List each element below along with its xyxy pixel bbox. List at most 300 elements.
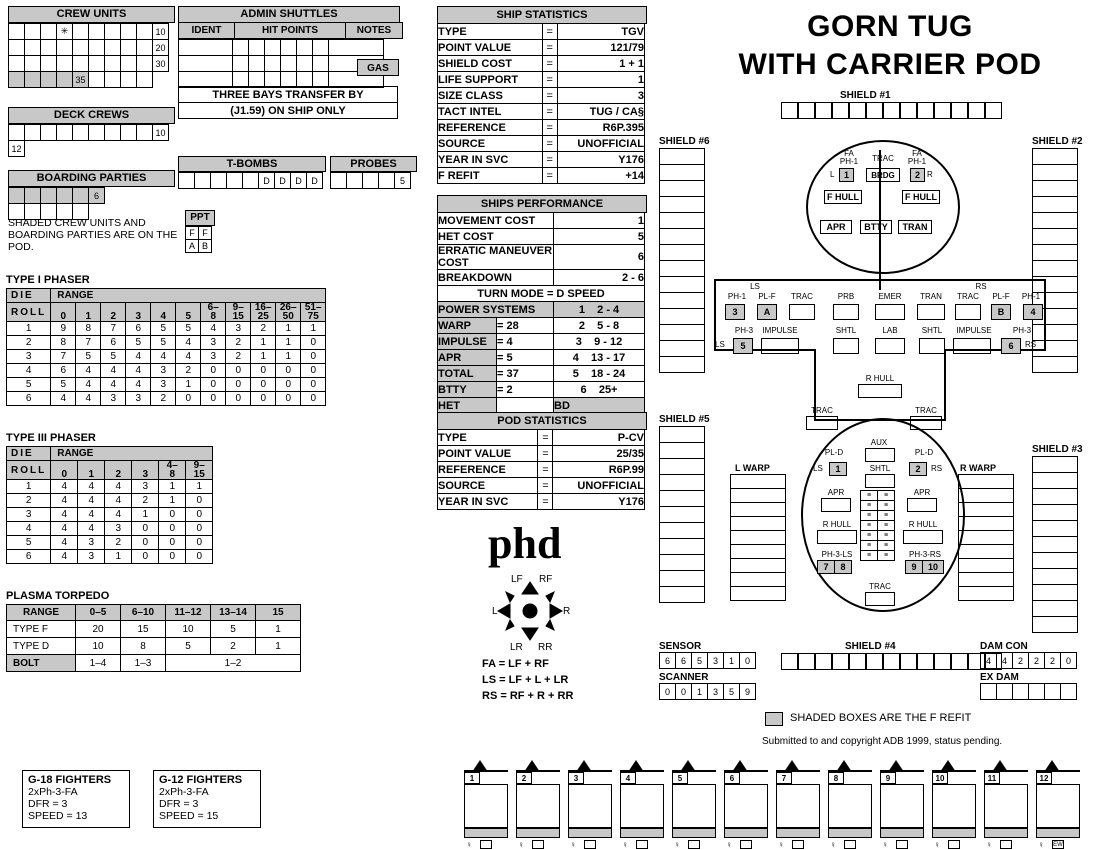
crew-box[interactable] xyxy=(8,71,25,88)
btty-box[interactable]: BTTY xyxy=(860,220,892,234)
admin-hit-box[interactable] xyxy=(248,71,265,88)
admin-hit-box[interactable] xyxy=(232,39,249,56)
f-hull-right-box[interactable]: F HULL xyxy=(902,190,940,204)
warp-left-track[interactable] xyxy=(730,474,786,600)
fighter-damage-grid[interactable] xyxy=(724,784,768,828)
warp-box[interactable] xyxy=(730,544,786,559)
impulse-right-box[interactable] xyxy=(953,338,991,354)
warp-box[interactable] xyxy=(730,488,786,503)
crew-box[interactable]: 10 xyxy=(152,23,169,40)
admin-hit-box[interactable] xyxy=(280,39,297,56)
crew-box[interactable] xyxy=(72,39,89,56)
tran-cross-box[interactable] xyxy=(917,304,945,320)
warp-box[interactable] xyxy=(958,558,1014,573)
shield-box[interactable] xyxy=(659,554,705,571)
shield-box[interactable] xyxy=(659,212,705,229)
emer-box[interactable] xyxy=(875,304,905,320)
fighter-shaded-strip[interactable] xyxy=(464,828,508,838)
crew-box[interactable] xyxy=(40,39,57,56)
ppt-box[interactable]: F xyxy=(198,226,212,240)
pod-rhull-left-box[interactable] xyxy=(817,530,857,544)
shield-box[interactable] xyxy=(659,538,705,555)
track-box[interactable]: 6 xyxy=(675,652,692,669)
probes-grid[interactable] xyxy=(330,172,417,188)
shield-box[interactable] xyxy=(659,586,705,603)
fighter-slot[interactable] xyxy=(514,758,566,848)
fighter-status-box[interactable] xyxy=(844,840,856,849)
shield-box[interactable] xyxy=(659,474,705,491)
crew-box[interactable] xyxy=(136,71,153,88)
brdg-box[interactable]: BRDG xyxy=(866,168,900,182)
track-box[interactable]: 4 xyxy=(996,652,1013,669)
shield-box[interactable] xyxy=(659,324,705,341)
r-hull-box[interactable] xyxy=(858,384,902,398)
shtl-right-box[interactable] xyxy=(919,338,945,354)
track-box[interactable] xyxy=(1044,683,1061,700)
crew-box[interactable] xyxy=(24,23,41,40)
admin-hit-box[interactable] xyxy=(280,71,297,88)
admin-hit-box[interactable] xyxy=(296,71,313,88)
tbomb-box[interactable]: D xyxy=(306,172,323,189)
probe-box[interactable] xyxy=(330,172,347,189)
fighter-number-box[interactable]: 4 xyxy=(620,772,636,784)
aux-box[interactable] xyxy=(865,448,895,462)
shield-box[interactable] xyxy=(934,102,951,119)
scanner-track[interactable] xyxy=(659,683,755,699)
deck-box[interactable] xyxy=(120,124,137,141)
pod-center-box[interactable]: ≡ xyxy=(877,530,895,541)
shield-box[interactable] xyxy=(934,653,951,670)
plf-left-box[interactable]: A xyxy=(757,304,777,320)
pld-left-box[interactable]: 1 xyxy=(829,462,847,476)
fighter-slot[interactable] xyxy=(618,758,670,848)
pod-trac-bottom-box[interactable] xyxy=(865,592,895,606)
fighter-number-box[interactable]: 2 xyxy=(516,772,532,784)
tbomb-box[interactable] xyxy=(178,172,195,189)
probe-box[interactable] xyxy=(378,172,395,189)
shield-box[interactable] xyxy=(659,522,705,539)
fighter-number-box[interactable]: 10 xyxy=(932,772,948,784)
admin-hit-box[interactable] xyxy=(280,55,297,72)
impulse-left-box[interactable] xyxy=(761,338,799,354)
ph3-rs-box[interactable]: 6 xyxy=(1001,338,1021,354)
damcon-track[interactable] xyxy=(980,652,1076,668)
ppt-box[interactable]: B xyxy=(198,239,212,253)
pod-center-box[interactable]: ≡ xyxy=(860,500,878,511)
shield-box[interactable] xyxy=(866,102,883,119)
tbomb-box[interactable]: D xyxy=(274,172,291,189)
crew-box[interactable]: 35 xyxy=(72,71,89,88)
fighter-status-box[interactable]: EW xyxy=(1053,842,1063,848)
prb-box[interactable] xyxy=(833,304,859,320)
fighter-number-box[interactable]: 12 xyxy=(1036,772,1052,784)
warp-right-track[interactable] xyxy=(958,474,1014,600)
crew-box[interactable] xyxy=(8,55,25,72)
fighter-shaded-strip[interactable] xyxy=(568,828,612,838)
fighter-slot[interactable] xyxy=(930,758,982,848)
trac-right-box[interactable] xyxy=(955,304,981,320)
shield-box[interactable] xyxy=(951,653,968,670)
fighter-slot[interactable] xyxy=(1034,758,1086,848)
admin-hit-box[interactable] xyxy=(296,55,313,72)
track-box[interactable]: 2 xyxy=(1028,652,1045,669)
shield-box[interactable] xyxy=(815,653,832,670)
shield-box[interactable] xyxy=(832,653,849,670)
fighter-status-box[interactable] xyxy=(896,840,908,849)
shield-box[interactable] xyxy=(659,356,705,373)
deck-box[interactable] xyxy=(104,124,121,141)
tbomb-box[interactable]: D xyxy=(258,172,275,189)
crew-box[interactable] xyxy=(40,55,57,72)
ph3-ls-box[interactable]: 5 xyxy=(733,338,753,354)
fighter-damage-grid[interactable] xyxy=(672,784,716,828)
shield-box[interactable] xyxy=(900,102,917,119)
warp-box[interactable] xyxy=(958,488,1014,503)
bp-box[interactable] xyxy=(72,187,89,204)
ph1-right-box[interactable]: 2 xyxy=(910,168,925,182)
fighter-number-box[interactable]: 8 xyxy=(828,772,844,784)
warp-box[interactable] xyxy=(958,572,1014,587)
track-box[interactable]: 0 xyxy=(739,652,756,669)
deck-box[interactable] xyxy=(136,124,153,141)
crew-box[interactable]: 30 xyxy=(152,55,169,72)
fighter-shaded-strip[interactable] xyxy=(1036,828,1080,838)
crew-box[interactable] xyxy=(72,55,89,72)
admin-hit-box[interactable] xyxy=(312,71,329,88)
track-box[interactable] xyxy=(1028,683,1045,700)
bp-box[interactable] xyxy=(56,187,73,204)
crew-box[interactable] xyxy=(8,23,25,40)
crew-box[interactable]: ✳ xyxy=(56,23,73,40)
deck-box[interactable] xyxy=(40,124,57,141)
pod-center-box[interactable]: ≡ xyxy=(860,490,878,501)
admin-hit-box[interactable] xyxy=(264,39,281,56)
warp-box[interactable] xyxy=(730,502,786,517)
shield-1-track[interactable] xyxy=(781,102,1002,118)
fighter-status-box[interactable] xyxy=(480,840,492,849)
fighter-shaded-strip[interactable] xyxy=(724,828,768,838)
tbomb-box[interactable] xyxy=(242,172,259,189)
lab-box[interactable] xyxy=(875,338,905,354)
crew-box[interactable] xyxy=(56,39,73,56)
track-box[interactable]: 5 xyxy=(723,683,740,700)
crew-box[interactable] xyxy=(88,55,105,72)
probe-box[interactable]: 5 xyxy=(394,172,411,189)
bp-box[interactable] xyxy=(24,187,41,204)
track-box[interactable]: 9 xyxy=(739,683,756,700)
pod-center-box[interactable]: ≡ xyxy=(877,510,895,521)
admin-hit-box[interactable] xyxy=(264,55,281,72)
fighter-number-box[interactable]: 5 xyxy=(672,772,688,784)
shield-box[interactable] xyxy=(659,506,705,523)
tran-box[interactable]: TRAN xyxy=(898,220,932,234)
crew-box[interactable] xyxy=(8,39,25,56)
deck-box[interactable] xyxy=(8,124,25,141)
track-box[interactable] xyxy=(980,683,997,700)
shield-box[interactable] xyxy=(815,102,832,119)
probe-box[interactable] xyxy=(346,172,363,189)
shield-box[interactable] xyxy=(866,653,883,670)
shield-box[interactable] xyxy=(883,102,900,119)
fighter-slot[interactable] xyxy=(462,758,514,848)
warp-box[interactable] xyxy=(958,474,1014,489)
track-box[interactable] xyxy=(996,683,1013,700)
shield-box[interactable] xyxy=(659,244,705,261)
fighter-bay[interactable] xyxy=(462,758,1086,848)
crew-box[interactable] xyxy=(24,39,41,56)
pod-center-box[interactable]: ≡ xyxy=(860,510,878,521)
deck-crews-grid[interactable] xyxy=(8,124,175,156)
shield-6-track[interactable] xyxy=(659,148,705,372)
shield-box[interactable] xyxy=(659,426,705,443)
fighter-shaded-strip[interactable] xyxy=(620,828,664,838)
deck-box[interactable] xyxy=(88,124,105,141)
crew-box[interactable] xyxy=(136,55,153,72)
track-box[interactable]: 2 xyxy=(1044,652,1061,669)
ppt-grid[interactable] xyxy=(185,226,215,252)
pod-shtl-box[interactable] xyxy=(865,474,895,488)
fighter-slot[interactable] xyxy=(774,758,826,848)
trac-left-box[interactable] xyxy=(789,304,815,320)
warp-box[interactable] xyxy=(958,502,1014,517)
fighter-slot[interactable] xyxy=(722,758,774,848)
admin-hit-box[interactable] xyxy=(232,71,249,88)
fighter-number-box[interactable]: 7 xyxy=(776,772,792,784)
crew-box[interactable] xyxy=(40,71,57,88)
crew-box[interactable] xyxy=(120,71,137,88)
track-box[interactable]: 6 xyxy=(659,652,676,669)
bp-box[interactable] xyxy=(40,187,57,204)
shield-box[interactable] xyxy=(659,308,705,325)
shield-5-track[interactable] xyxy=(659,426,705,602)
crew-box[interactable] xyxy=(104,39,121,56)
pod-center-box[interactable]: ≡ xyxy=(877,520,895,531)
apr-upper-box[interactable]: APR xyxy=(820,220,852,234)
crew-box[interactable] xyxy=(120,39,137,56)
track-box[interactable]: 4 xyxy=(980,652,997,669)
ph1-rs-box[interactable]: 4 xyxy=(1023,304,1043,320)
admin-hit-box[interactable] xyxy=(312,39,329,56)
track-box[interactable]: 5 xyxy=(691,652,708,669)
deck-box[interactable]: 12 xyxy=(8,140,25,157)
warp-box[interactable] xyxy=(730,474,786,489)
fighter-status-box[interactable] xyxy=(688,840,700,849)
pod-center-box[interactable]: ≡ xyxy=(860,540,878,551)
fighter-shaded-strip[interactable] xyxy=(984,828,1028,838)
track-box[interactable]: 0 xyxy=(659,683,676,700)
shield-box[interactable] xyxy=(968,102,985,119)
track-box[interactable]: 1 xyxy=(691,683,708,700)
trac-pod-right-box[interactable] xyxy=(910,416,942,430)
admin-ident-cell[interactable] xyxy=(178,55,233,72)
warp-box[interactable] xyxy=(730,516,786,531)
fighter-damage-grid[interactable] xyxy=(984,784,1028,828)
crew-box[interactable] xyxy=(24,71,41,88)
deck-box[interactable] xyxy=(72,124,89,141)
bp-box[interactable] xyxy=(8,187,25,204)
shield-box[interactable] xyxy=(659,260,705,277)
shield-box[interactable] xyxy=(659,490,705,507)
crew-box[interactable] xyxy=(120,55,137,72)
fighter-damage-grid[interactable] xyxy=(776,784,820,828)
fighter-shaded-strip[interactable] xyxy=(516,828,560,838)
tbomb-box[interactable] xyxy=(194,172,211,189)
shield-box[interactable] xyxy=(832,102,849,119)
pod-rhull-right-box[interactable] xyxy=(903,530,943,544)
pod-center-track[interactable] xyxy=(860,490,894,560)
shield-box[interactable] xyxy=(849,653,866,670)
shield-box[interactable] xyxy=(659,148,705,165)
crew-box[interactable]: 20 xyxy=(152,39,169,56)
shield-box[interactable] xyxy=(849,102,866,119)
warp-box[interactable] xyxy=(730,530,786,545)
track-box[interactable]: 3 xyxy=(707,683,724,700)
fighter-damage-grid[interactable] xyxy=(880,784,924,828)
warp-box[interactable] xyxy=(958,544,1014,559)
shield-box[interactable] xyxy=(917,102,934,119)
admin-hit-box[interactable] xyxy=(248,55,265,72)
fighter-damage-grid[interactable] xyxy=(1036,784,1080,828)
shield-box[interactable] xyxy=(798,653,815,670)
fighter-slot[interactable] xyxy=(878,758,930,848)
shield-box[interactable] xyxy=(659,340,705,357)
pod-center-box[interactable]: ≡ xyxy=(877,500,895,511)
fighter-number-box[interactable]: 6 xyxy=(724,772,740,784)
shield-box[interactable] xyxy=(917,653,934,670)
ph3-ls-pod-box-7[interactable]: 7 xyxy=(817,560,835,574)
sensor-track[interactable] xyxy=(659,652,755,668)
shield-box[interactable] xyxy=(951,102,968,119)
trac-pod-left-box[interactable] xyxy=(806,416,838,430)
shield-box[interactable] xyxy=(659,442,705,459)
ssd-crossbar-systems[interactable] xyxy=(715,282,1055,368)
crew-units-grid[interactable] xyxy=(8,23,175,87)
plf-right-box[interactable]: B xyxy=(991,304,1011,320)
warp-box[interactable] xyxy=(730,572,786,587)
ssd-upper-systems[interactable] xyxy=(806,150,961,270)
fighter-status-box[interactable] xyxy=(636,840,648,849)
exdam-track[interactable] xyxy=(980,683,1076,699)
admin-hit-box[interactable] xyxy=(232,55,249,72)
fighter-shaded-strip[interactable] xyxy=(880,828,924,838)
pod-center-box[interactable]: ≡ xyxy=(860,550,878,561)
fighter-number-box[interactable]: 11 xyxy=(984,772,1000,784)
shield-box[interactable] xyxy=(781,653,798,670)
track-box[interactable]: 2 xyxy=(1012,652,1029,669)
track-box[interactable] xyxy=(1060,683,1077,700)
crew-box[interactable] xyxy=(88,39,105,56)
ph3-ls-pod-box-8[interactable]: 8 xyxy=(834,560,852,574)
ppt-box[interactable]: F xyxy=(185,226,199,240)
shield-box[interactable] xyxy=(781,102,798,119)
shield-box[interactable] xyxy=(659,164,705,181)
tbomb-box[interactable] xyxy=(210,172,227,189)
shield-box[interactable] xyxy=(659,180,705,197)
track-box[interactable]: 0 xyxy=(675,683,692,700)
crew-box[interactable] xyxy=(104,55,121,72)
fighter-number-box[interactable]: 1 xyxy=(464,772,480,784)
ppt-box[interactable]: A xyxy=(185,239,199,253)
track-box[interactable]: 3 xyxy=(707,652,724,669)
crew-box[interactable] xyxy=(136,39,153,56)
tbomb-box[interactable]: D xyxy=(290,172,307,189)
fighter-slot[interactable] xyxy=(566,758,618,848)
admin-hit-box[interactable] xyxy=(248,39,265,56)
pod-apr-right-box[interactable] xyxy=(907,498,937,512)
crew-box[interactable] xyxy=(40,23,57,40)
shield-box[interactable] xyxy=(798,102,815,119)
pod-center-box[interactable]: ≡ xyxy=(877,550,895,561)
track-box[interactable] xyxy=(1012,683,1029,700)
fighter-shaded-strip[interactable] xyxy=(932,828,976,838)
shield-4-track[interactable] xyxy=(781,653,1002,669)
shield-box[interactable] xyxy=(659,228,705,245)
ph3-rs-pod-box-10[interactable]: 10 xyxy=(922,560,944,574)
fighter-shaded-strip[interactable] xyxy=(672,828,716,838)
tbomb-box[interactable] xyxy=(226,172,243,189)
shield-box[interactable] xyxy=(883,653,900,670)
deck-box[interactable] xyxy=(56,124,73,141)
admin-hit-box[interactable] xyxy=(312,55,329,72)
ph1-ls-box[interactable]: 3 xyxy=(725,304,745,320)
fighter-damage-grid[interactable] xyxy=(516,784,560,828)
crew-box[interactable] xyxy=(104,71,121,88)
deck-box[interactable]: 10 xyxy=(152,124,169,141)
crew-box[interactable] xyxy=(56,71,73,88)
crew-box[interactable] xyxy=(88,23,105,40)
pod-center-box[interactable]: ≡ xyxy=(877,490,895,501)
shield-box[interactable] xyxy=(659,276,705,293)
fighter-slot[interactable] xyxy=(670,758,722,848)
warp-box[interactable] xyxy=(958,586,1014,601)
boarding-parties-grid[interactable] xyxy=(8,187,175,219)
shield-box[interactable] xyxy=(985,102,1002,119)
fighter-status-box[interactable] xyxy=(1000,840,1012,849)
f-hull-left-box[interactable]: F HULL xyxy=(824,190,862,204)
pld-right-box[interactable]: 2 xyxy=(909,462,927,476)
admin-ident-cell[interactable] xyxy=(178,71,233,88)
fighter-slot[interactable] xyxy=(982,758,1034,848)
crew-box[interactable] xyxy=(88,71,105,88)
shield-box[interactable] xyxy=(900,653,917,670)
track-box[interactable]: 0 xyxy=(1060,652,1077,669)
fighter-damage-grid[interactable] xyxy=(620,784,664,828)
fighter-damage-grid[interactable] xyxy=(828,784,872,828)
admin-notes-cell[interactable] xyxy=(328,39,384,56)
pod-center-box[interactable]: ≡ xyxy=(877,540,895,551)
warp-box[interactable] xyxy=(730,558,786,573)
fighter-status-box[interactable] xyxy=(532,840,544,849)
pod-center-box[interactable]: ≡ xyxy=(860,530,878,541)
ph1-left-box[interactable]: 1 xyxy=(839,168,854,182)
fighter-status-box[interactable] xyxy=(792,840,804,849)
shield-box[interactable] xyxy=(659,458,705,475)
admin-ident-cell[interactable] xyxy=(178,39,233,56)
fighter-shaded-strip[interactable] xyxy=(776,828,820,838)
ph3-rs-pod-box-9[interactable]: 9 xyxy=(905,560,923,574)
probe-box[interactable] xyxy=(362,172,379,189)
pod-center-box[interactable]: ≡ xyxy=(860,520,878,531)
fighter-slot[interactable] xyxy=(826,758,878,848)
fighter-damage-grid[interactable] xyxy=(568,784,612,828)
fighter-number-box[interactable]: 3 xyxy=(568,772,584,784)
fighter-status-box[interactable] xyxy=(740,840,752,849)
track-box[interactable]: 1 xyxy=(723,652,740,669)
shtl-left-box[interactable] xyxy=(833,338,859,354)
crew-box[interactable] xyxy=(120,23,137,40)
shield-box[interactable] xyxy=(659,570,705,587)
crew-box[interactable] xyxy=(56,55,73,72)
